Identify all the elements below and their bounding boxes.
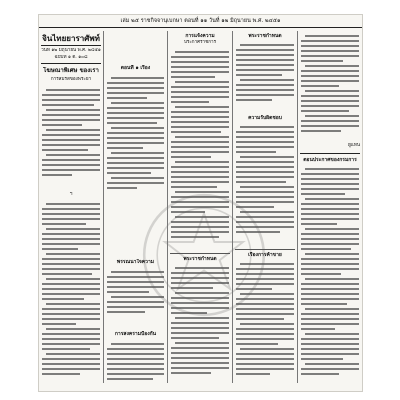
divider [41, 45, 101, 46]
article-title: การสงครามป้องกัน [114, 331, 157, 337]
article-body [42, 201, 100, 381]
body-text-lines [236, 124, 294, 244]
body-text-lines [301, 166, 359, 383]
divider [300, 153, 360, 154]
article-body [107, 269, 164, 329]
article-body [107, 341, 164, 385]
body-text-lines [42, 201, 100, 381]
body-text-lines [236, 261, 294, 383]
section-title: โฆษณาพิเศษ ของเรา [43, 67, 99, 74]
article-body [107, 75, 164, 195]
article-title: พระราชกำหนด [248, 33, 282, 39]
article-title: ตอนที่ ๑ เรื่อง [120, 65, 151, 71]
box-title: พระราชกำหนด [183, 256, 217, 262]
column-1 [39, 31, 103, 385]
article-body [42, 87, 100, 187]
column-4 [233, 31, 297, 385]
issue-line: ฉบับที่ ๑ ต. ๑๐๘ [54, 55, 88, 60]
article-title: พรรณนาใจความ [116, 259, 155, 265]
body-text-lines [107, 75, 164, 195]
column-3 [168, 31, 232, 385]
body-text-lines [236, 42, 294, 112]
column-2 [104, 31, 167, 385]
article-title: การแจ้งความ [185, 33, 215, 39]
body-text-lines [107, 269, 164, 329]
article-body [171, 265, 229, 383]
article-title: ความรับผิดชอบ [248, 115, 282, 121]
dateline: วันที่ ๑๒ มิถุนายน พ.ศ. ๒๔๕๑ [41, 48, 101, 53]
masthead: เล่ม ๒๕ ราชกิจจานุเบกษา ตอนที่ ๑๑ วันที่ ๑๒ มิถุนายน พ.ศ. ๒๔๕๑ [39, 15, 362, 28]
divider [235, 249, 295, 250]
article-subtitle: ประกาศราชการ [183, 40, 217, 45]
body-text-lines [42, 87, 100, 187]
signature: ผู้แทน [348, 143, 360, 148]
article-body [236, 261, 294, 383]
newspaper-headline: จินไทยยาราศัพท์ [42, 33, 100, 43]
section-subtitle: การสมรสของพระยา [50, 77, 92, 82]
article-body [301, 33, 359, 161]
notice-title: ตอนประกาศของกรมการ [303, 157, 357, 163]
body-text-lines [301, 33, 359, 161]
body-text-lines [171, 265, 229, 383]
article-body [236, 124, 294, 244]
article-body [236, 42, 294, 112]
column-5 [298, 31, 362, 385]
body-text-lines [171, 49, 229, 249]
divider [41, 63, 101, 64]
section-marker: ฯ [69, 191, 73, 197]
article-body [171, 49, 229, 249]
article-title: เรื่องการค้าขาย [248, 252, 282, 258]
divider [170, 253, 230, 254]
newspaper-page [38, 14, 363, 392]
article-body [301, 166, 359, 383]
body-text-lines [107, 341, 164, 385]
